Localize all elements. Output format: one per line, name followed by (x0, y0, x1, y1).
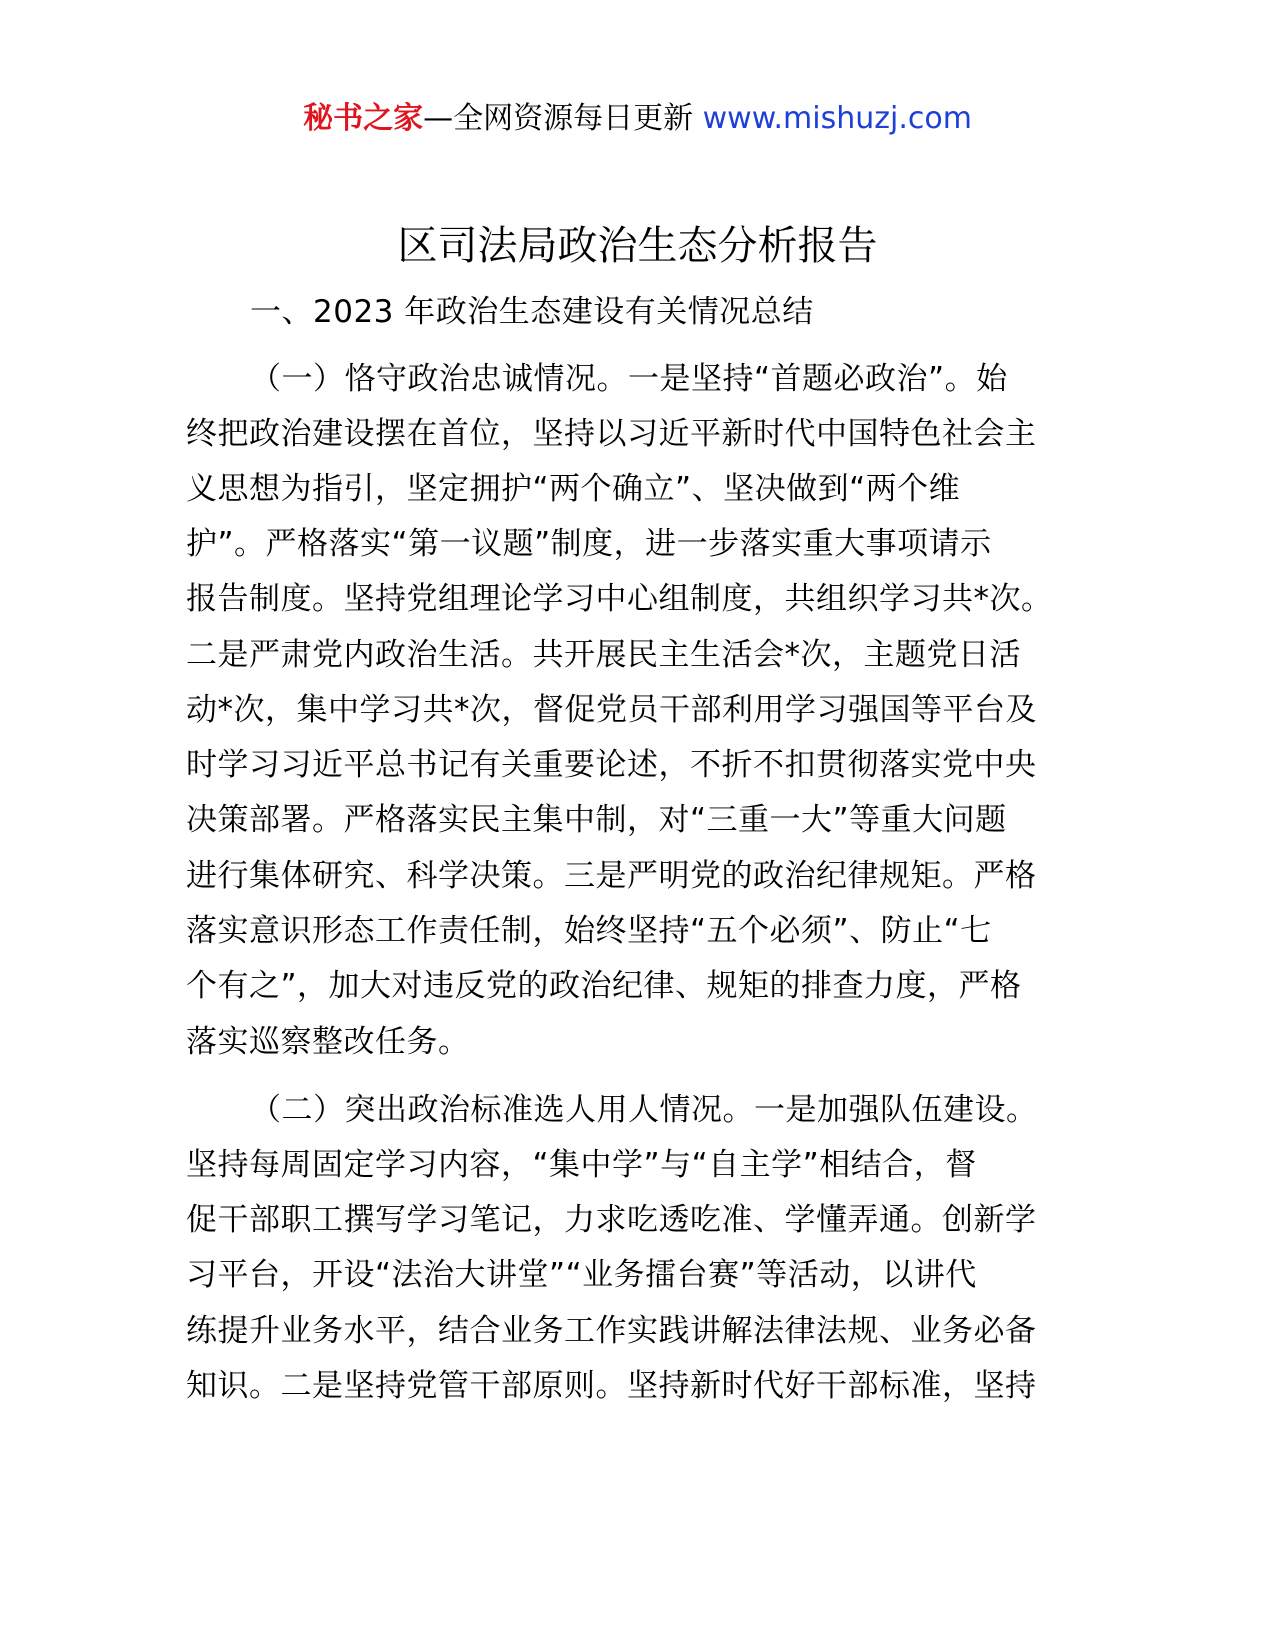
paragraph-line: 终把政治建设摆在首位，坚持以习近平新时代中国特色社会主 (186, 416, 1037, 452)
header-tagline: —全网资源每日更新 (423, 101, 703, 136)
brand-name: 秘书之家 (303, 101, 424, 136)
paragraph-line: 义思想为指引，坚定拥护“两个确立”、坚决做到“两个维 (186, 471, 961, 507)
paragraph-line: 知识。二是坚持党管干部原则。坚持新时代好干部标准，坚持 (186, 1368, 1037, 1404)
paragraph-line: 促干部职工撰写学习笔记，力求吃透吃准、学懂弄通。创新学 (186, 1202, 1037, 1238)
paragraph-line: 落实巡察整改任务。 (186, 1024, 470, 1060)
paragraph-line: 决策部署。严格落实民主集中制，对“三重一大”等重大问题 (186, 802, 1007, 838)
paragraph-line: 落实意识形态工作责任制，始终坚持“五个必须”、防止“七 (186, 913, 992, 949)
paragraph-line: 个有之”，加大对违反党的政治纪律、规矩的排查力度，严格 (186, 968, 1022, 1004)
website-link[interactable]: www.mishuzj.com (702, 101, 972, 136)
paragraph-line: 坚持每周固定学习内容，“集中学”与“自主学”相结合，督 (186, 1147, 977, 1183)
paragraph-line: 练提升业务水平，结合业务工作实践讲解法律法规、业务必备 (186, 1313, 1037, 1349)
paragraph-line: 时学习习近平总书记有关重要论述，不折不扣贯彻落实党中央 (186, 747, 1037, 783)
paragraph-line: （二）突出政治标准选人用人情况。一是加强队伍建设。 (250, 1092, 1038, 1128)
paragraph-line: （一）恪守政治忠诚情况。一是坚持“首题必政治”。始 (250, 361, 1008, 397)
paragraph-line: 动*次，集中学习共*次，督促党员干部利用学习强国等平台及 (186, 692, 1037, 728)
paragraph-line: 报告制度。坚持党组理论学习中心组制度，共组织学习共*次。 (186, 581, 1053, 617)
paragraph-line: 二是严肃党内政治生活。共开展民主生活会*次，主题党日活 (186, 637, 1021, 673)
paragraph-line: 护”。严格落实“第一议题”制度，进一步落实重大事项请示 (186, 526, 992, 562)
paragraph-line: 习平台，开设“法治大讲堂”“业务擂台赛”等活动，以讲代 (186, 1257, 977, 1293)
section-heading-1: 一、2023 年政治生态建设有关情况总结 (250, 294, 814, 330)
paragraph-line: 进行集体研究、科学决策。三是严明党的政治纪律规矩。严格 (186, 858, 1037, 894)
document-title: 区司法局政治生态分析报告 (397, 223, 878, 269)
